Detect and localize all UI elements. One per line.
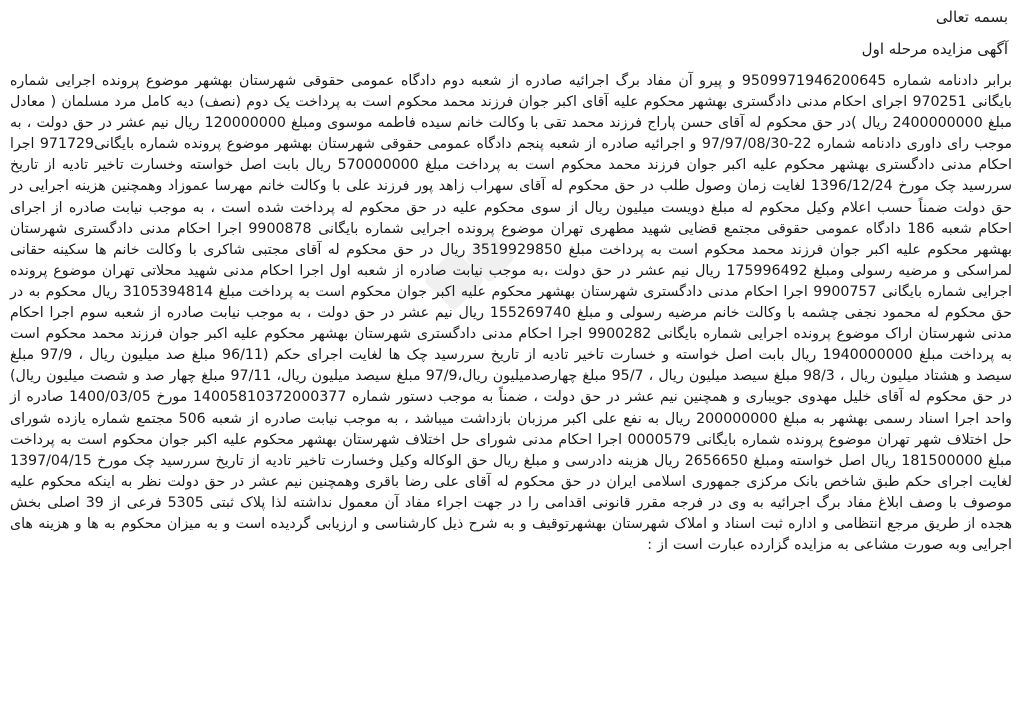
document-body: برابر دادنامه شماره 9509971946200645 و پیرو آن مفاد برگ اجرائیه صادره از شعبه دوم دادگاه عمومی حقوقی شهرستان بهشهر موضوع پرونده اجرایی شماره بایگانی 970251 اجرای احکام مدنی دادگستری بهشهر محکوم علیه آقای اکبر جوان فرزند محمد محکوم است به پرداخت یک دوم (نصف) دیه کامل مرد مسلمان ( معادل مبلغ 2400000000 ریال )در حق محکوم له آقای حسن پاراج فرزند محمد تقی با وکالت خانم سیده فاطمه موسوی ومبلغ 120000000 ریال نیم عشر در حق دولت ، به موجب رای داوری دادنامه شماره 22-97/97/08/30 و اجرائیه صادره از شعبه پنجم دادگاه عمومی حقوقی شهرستان بهشهر موضوع پرونده شماره بایگانی971729 اجرا احکام مدنی دادگستری بهشهر محکوم علیه اکبر جوان فرزند محمد محکوم است به پرداخت مبلغ 570000000 ریال بابت اصل خواسته وخسارت تاخیر تادیه از تاریخ سررسید چک مورخ 1396/12/24 لغایت زمان وصول طلب در حق محکوم له آقای سهراب زاهد پور فرزند علی با وکالت خانم مهرسا عموزاد وهمچنین هزینه اجرایی در حق دولت ضمناً حسب اعلام وکیل محکوم له مبلغ دویست میلیون ریال از سوی محکوم علیه در حق محکوم له پرداخت شده است ، به موجب نیابت صادره از اجرای احکام شعبه 186 دادگاه عمومی حقوقی مجتمع قضایی شهید مطهری تهران موضوع پرونده اجرایی شماره بایگانی 9900878 اجرا احکام مدنی دادگستری شهرستان بهشهر محکوم علیه اکبر جوان فرزند محمد محکوم است به پرداخت مبلغ 3519929850 ریال در حق محکوم له آقای مجتبی شاکری با وکالت خانم ها سکینه حقانی لمراسکی و مرضیه رسولی ومبلغ 175996492 ریال نیم عشر در حق دولت ،به موجب نیابت صادره از شعبه اول اجرا احکام مدنی شهید محلاتی تهران موضوع پرونده اجرایی شماره بایگانی 9900757 اجرا احکام مدنی دادگستری شهرستان بهشهر محکوم علیه اکبر جوان محکوم است به پرداخت مبلغ 3105394814 ریال محکوم به در حق محکوم له محمود نجفی چشمه با وکالت خانم مرضیه رسولی و مبلغ 155269740 ریال نیم عشر در حق دولت ، به موجب نیابت صادره از شعبه سوم اجرا احکام مدنی شهرستان اراک موضوع پرونده اجرایی شماره بایگانی 9900282 اجرا احکام مدنی دادگستری شهرستان بهشهر محکوم علیه اکبر جوان فرزند محمد محکوم است به پرداخت مبلغ 1940000000 ریال بابت اصل خواسته و خسارت تاخیر تادیه از تاریخ سررسید چک ها لغایت اجرای حکم (96/11 مبلغ صد میلیون ریال ، 97/9 مبلغ سیصد و هشتاد میلیون ریال ، 98/3 مبلغ سیصد میلیون ریال ، 95/7 مبلغ چهارصدمیلیون ریال،97/9 مبلغ سیصد میلیون ریال، 97/11 مبلغ چهار صد و شصت میلیون ریال) در حق محکوم له آقای خلیل مهدوی جویباری و همچنین نیم عشر در حق دولت ، ضمناً به موجب دستور شماره 14005810372000377 مورخ 1400/03/05 صادره از واحد اجرا اسناد رسمی بهشهر به مبلغ 200000000 ریال به نفع علی اکبر مرزبان بازداشت میباشد ، به موجب نیابت صادره از شعبه 506 مجتمع شماره یازده شورای حل اختلاف شهر تهران موضوع پرونده شماره بایگانی 0000579 اجرا احکام مدنی شورای حل اختلاف شهرستان بهشهر محکوم علیه اکبر جوان محکوم است به پرداخت مبلغ 181500000 ریال اصل خواسته ومبلغ 2656650 ریال هزینه دادرسی و مبلغ ریال حق الوکاله وکیل وخسارت تاخیر تادیه از تاریخ سررسید چک مورخ 1397/04/15 لغایت اجرای حکم طبق شاخص بانک مرکزی جمهوری اسلامی ایران در حق محکوم له آقای علی رضا باقری وهمچنین نیم عشر در حق دولت نظر به اینکه محکوم علیه موصوف با وصف ابلاغ مفاد برگ اجرائیه به وی در فرجه مقرر قانونی اقدامی را در جهت اجراء مفاد آن معمول نداشته لذا پلاک ثبتی 5305 فرعی از 39 اصلی بخش هجده از طریق مرجع انتظامی و اداره ثبت اسناد و املاک شهرستان بهشهرتوقیف و به شرح ذیل کارشناسی و ارزیابی گردیده است و به میزان محکوم به ها و هزینه های اجرایی وبه صورت مشاعی به مزایده گزارده عبارت است از :	[10, 73, 1013, 554]
document-subtitle: آگهی مزایده مرحله اول	[861, 40, 1008, 58]
document-title: بسمه تعالی	[935, 8, 1008, 26]
